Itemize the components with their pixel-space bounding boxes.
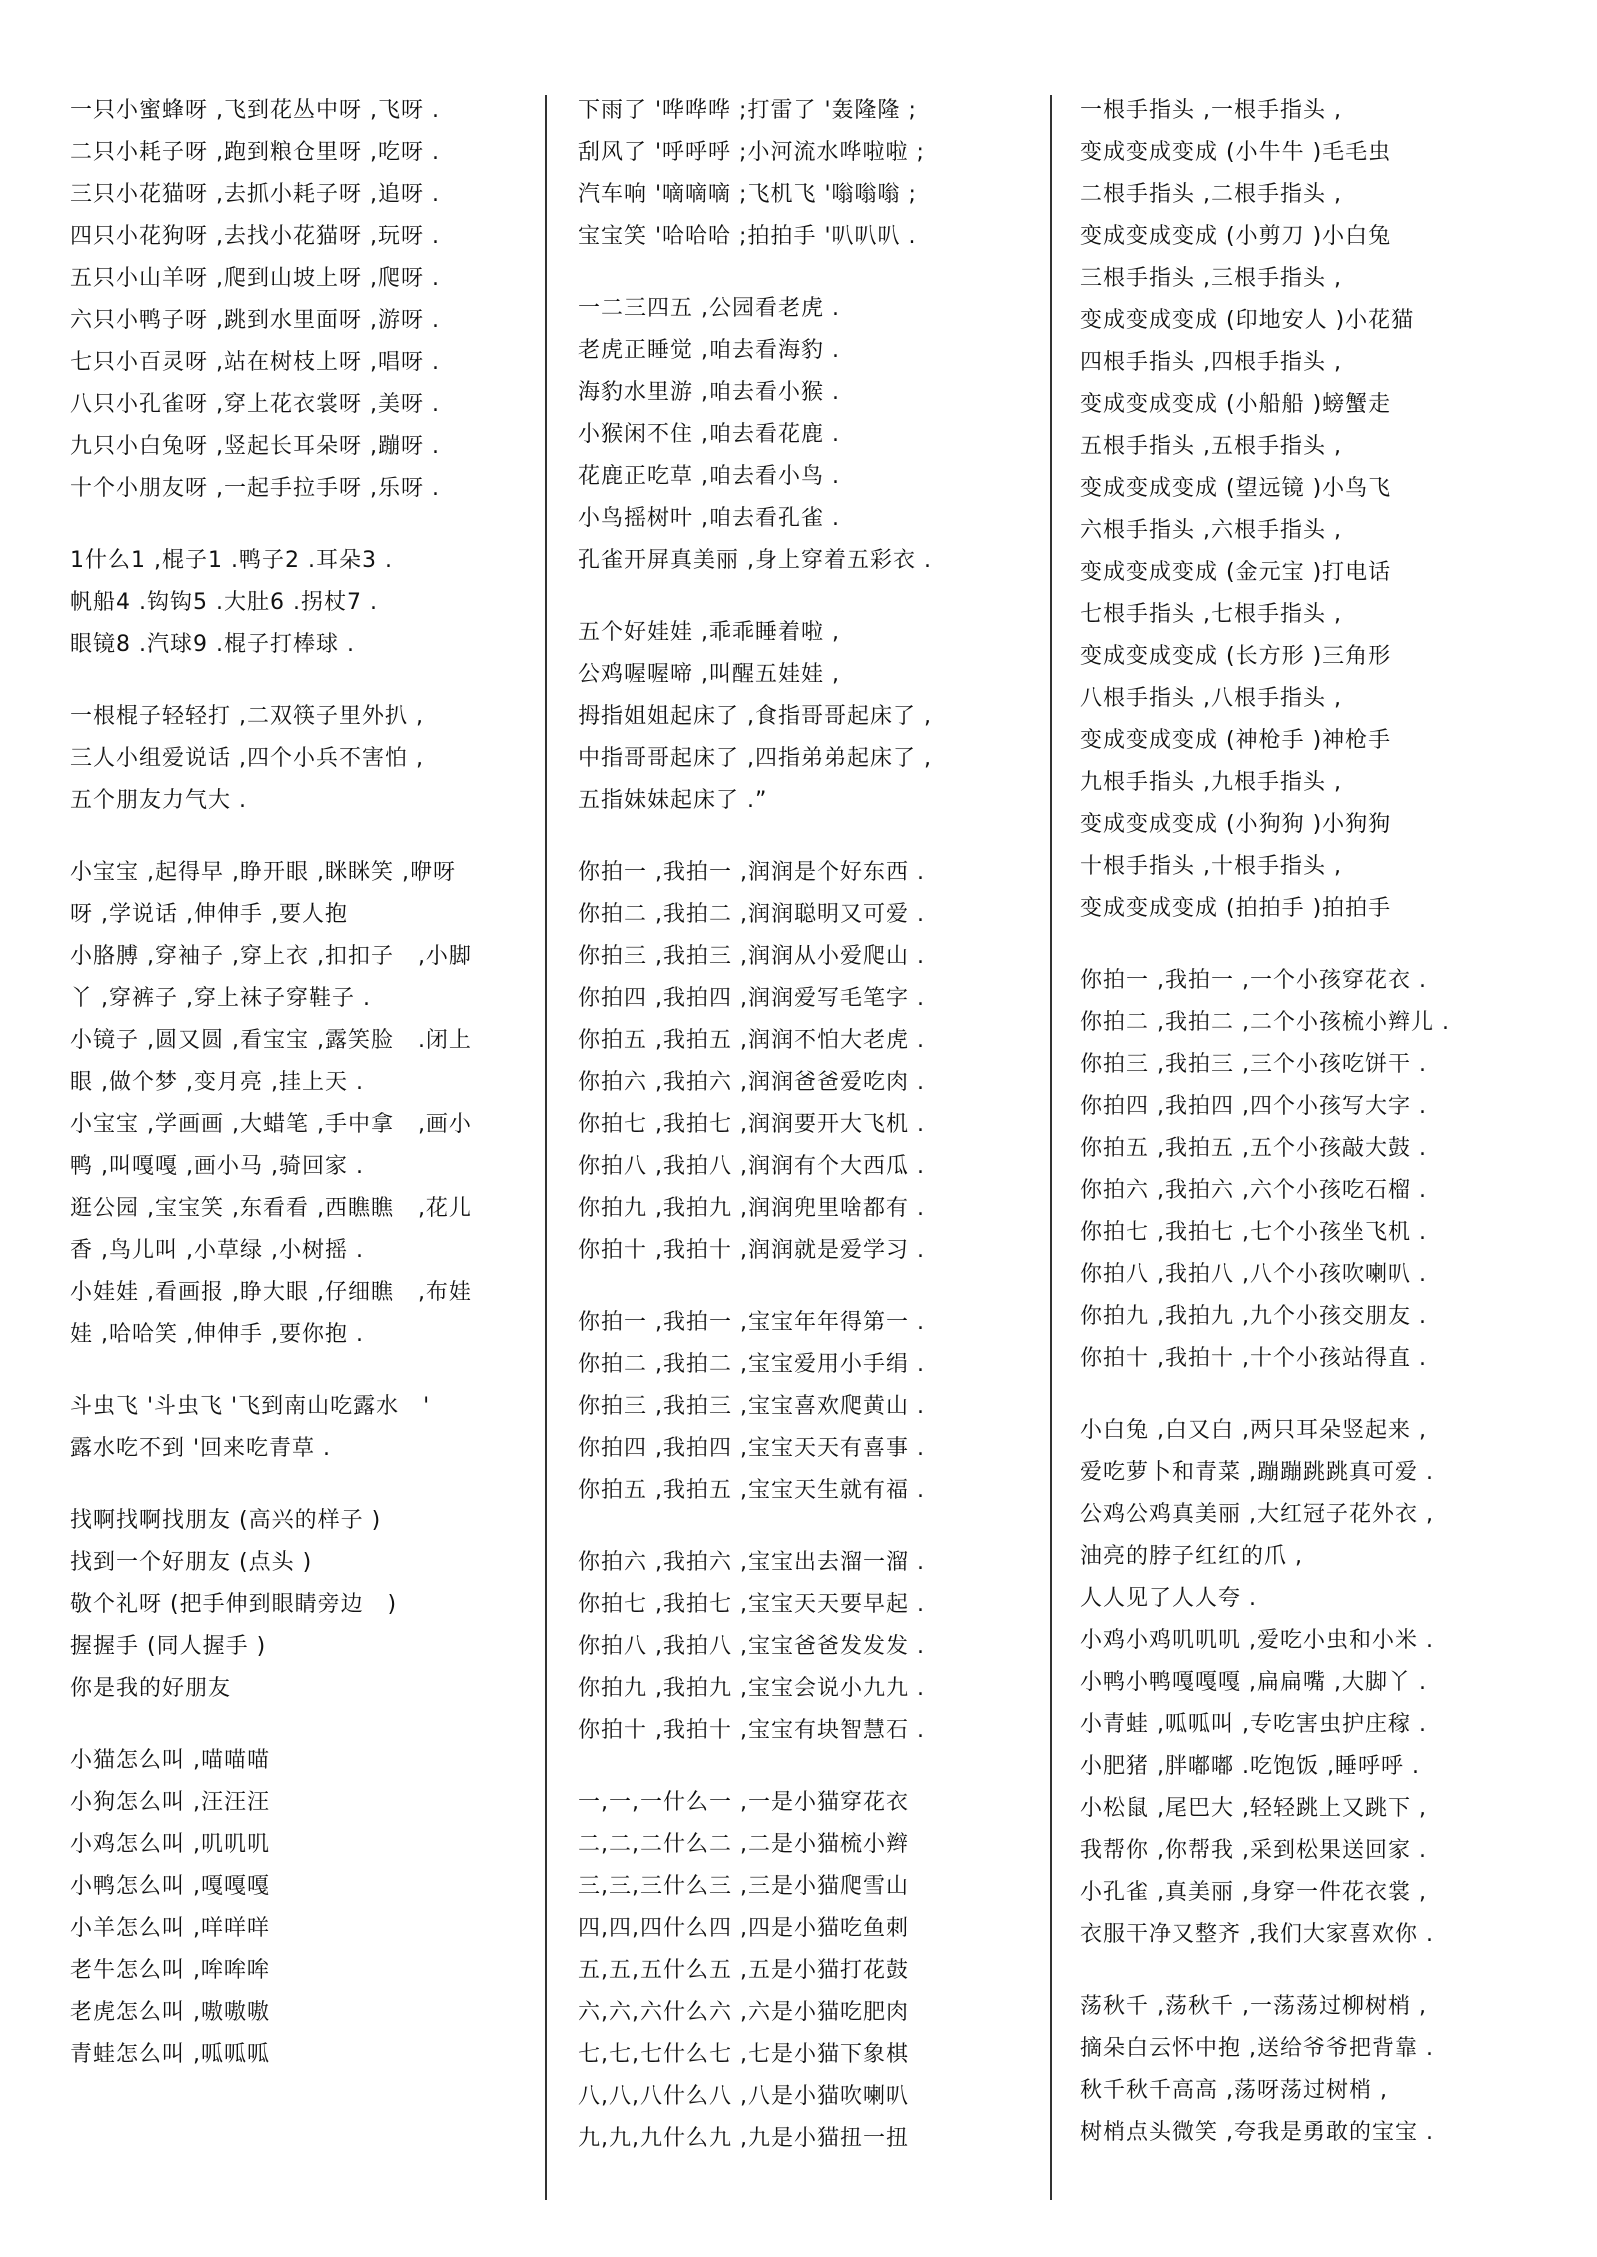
rhyme-block (578, 852, 1038, 1272)
rhyme-line: 斗虫飞 '斗虫飞 '飞到南山吃露水 ' (70, 1394, 431, 1419)
rhyme-line: 公鸡喔喔啼 ,叫醒五娃娃 , (578, 662, 840, 687)
rhyme-line: 摘朵白云怀中抱 ,送给爷爷把背靠 . (1080, 2036, 1434, 2061)
rhyme-line: 人人见了人人夸 . (1080, 1586, 1257, 1611)
rhyme-line: 小鸭小鸭嘎嘎嘎 ,扁扁嘴 ,大脚丫 . (1080, 1670, 1427, 1695)
rhyme-line: 你拍六 ,我拍六 ,六个小孩吃石榴 . (1080, 1178, 1427, 1203)
rhyme-line: 四根手指头 ,四根手指头 , (1080, 350, 1342, 375)
rhyme-line: 变成变成变成 (小船船 )螃蟹走 (1080, 392, 1392, 417)
rhyme-line: 小鸡怎么叫 ,叽叽叽 (70, 1832, 270, 1857)
rhyme-line: 刮风了 '呼呼呼 ;小河流水哗啦啦 ; (578, 140, 925, 165)
rhyme-line: 小鸟摇树叶 ,咱去看孔雀 . (578, 506, 840, 531)
rhyme-line: 你拍十 ,我拍十 ,宝宝有块智慧石 . (578, 1718, 925, 1743)
rhyme-line: 变成变成变成 (金元宝 )打电话 (1080, 560, 1392, 585)
rhyme-line: 你拍八 ,我拍八 ,八个小孩吹喇叭 . (1080, 1262, 1427, 1287)
rhyme-line: 七只小百灵呀 ,站在树枝上呀 ,唱呀 . (70, 350, 440, 375)
rhyme-line: 三人小组爱说话 ,四个小兵不害怕 , (70, 746, 424, 771)
rhyme-line: 变成变成变成 (长方形 )三角形 (1080, 644, 1392, 669)
rhyme-line: 敬个礼呀 (把手伸到眼睛旁边 ) (70, 1592, 398, 1617)
rhyme-line: 小猴闲不住 ,咱去看花鹿 . (578, 422, 840, 447)
rhyme-line: 七,七,七什么七 ,七是小猫下象棋 (578, 2042, 909, 2067)
rhyme-line: 你拍八 ,我拍八 ,润润有个大西瓜 . (578, 1154, 925, 1179)
rhyme-line: 你拍六 ,我拍六 ,宝宝出去溜一溜 . (578, 1550, 925, 1575)
rhyme-line: 你拍十 ,我拍十 ,十个小孩站得直 . (1080, 1346, 1427, 1371)
rhyme-block (578, 1302, 1038, 1512)
rhyme-line: 六,六,六什么六 ,六是小猫吃肥肉 (578, 2000, 909, 2025)
rhyme-line: 找啊找啊找朋友 (高兴的样子 ) (70, 1508, 382, 1533)
rhyme-line: 五,五,五什么五 ,五是小猫打花鼓 (578, 1958, 909, 1983)
column-divider-left (545, 95, 547, 2200)
rhyme-line: 九只小白兔呀 ,竖起长耳朵呀 ,蹦呀 . (70, 434, 440, 459)
rhyme-line: 二,二,二什么二 ,二是小猫梳小辫 (578, 1832, 909, 1857)
rhyme-block (578, 90, 1038, 258)
rhyme-line: 小猫怎么叫 ,喵喵喵 (70, 1748, 270, 1773)
rhyme-block (578, 612, 1038, 822)
rhyme-line: 你拍三 ,我拍三 ,三个小孩吃饼干 . (1080, 1052, 1427, 1077)
rhyme-line: 小孔雀 ,真美丽 ,身穿一件花衣裳 , (1080, 1880, 1427, 1905)
rhyme-block (578, 1782, 1038, 2160)
rhyme-line: 小鸭怎么叫 ,嘎嘎嘎 (70, 1874, 270, 1899)
rhyme-line: 海豹水里游 ,咱去看小猴 . (578, 380, 840, 405)
rhyme-line: 十个小朋友呀 ,一起手拉手呀 ,乐呀 . (70, 476, 440, 501)
rhyme-line: 你拍二 ,我拍二 ,宝宝爱用小手绢 . (578, 1352, 925, 1377)
rhyme-line: 你拍九 ,我拍九 ,九个小孩交朋友 . (1080, 1304, 1427, 1329)
rhyme-line: 小松鼠 ,尾巴大 ,轻轻跳上又跳下 , (1080, 1796, 1427, 1821)
rhyme-line: 你拍九 ,我拍九 ,润润兜里啥都有 . (578, 1196, 925, 1221)
rhyme-line: 五指妹妹起床了 .” (578, 788, 768, 813)
rhyme-line: 帆船4 .钩钩5 .大肚6 .拐杖7 . (70, 590, 378, 615)
rhyme-line: 五只小山羊呀 ,爬到山坡上呀 ,爬呀 . (70, 266, 440, 291)
rhyme-line: 老虎怎么叫 ,嗷嗷嗷 (70, 2000, 270, 2025)
rhyme-block (70, 1500, 530, 1710)
rhyme-line: 小胳膊 ,穿袖子 ,穿上衣 ,扣扣子 ,小脚 (70, 944, 472, 969)
rhyme-block (1080, 960, 1560, 1380)
rhyme-line: 找到一个好朋友 (点头 ) (70, 1550, 313, 1575)
rhyme-line: 你拍四 ,我拍四 ,宝宝天天有喜事 . (578, 1436, 925, 1461)
rhyme-line: 二只小耗子呀 ,跑到粮仓里呀 ,吃呀 . (70, 140, 440, 165)
rhyme-line: 秋千秋千高高 ,荡呀荡过树梢 , (1080, 2078, 1388, 2103)
rhyme-line: 衣服干净又整齐 ,我们大家喜欢你 . (1080, 1922, 1434, 1947)
rhyme-block (70, 1386, 530, 1470)
rhyme-block (70, 852, 530, 1356)
rhyme-line: 1什么1 ,棍子1 .鸭子2 .耳朵3 . (70, 548, 393, 573)
rhyme-line: 树梢点头微笑 ,夸我是勇敢的宝宝 . (1080, 2120, 1434, 2145)
rhyme-line: 你拍五 ,我拍五 ,润润不怕大老虎 . (578, 1028, 925, 1053)
rhyme-line: 露水吃不到 '回来吃青草 . (70, 1436, 332, 1461)
rhyme-line: 变成变成变成 (印地安人 )小花猫 (1080, 308, 1415, 333)
rhyme-line: 呀 ,学说话 ,伸伸手 ,要人抱 (70, 902, 348, 927)
rhyme-line: 你拍一 ,我拍一 ,一个小孩穿花衣 . (1080, 968, 1427, 993)
rhyme-line: 宝宝笑 '哈哈哈 ;拍拍手 '叭叭叭 . (578, 224, 917, 249)
rhyme-line: 你拍一 ,我拍一 ,润润是个好东西 . (578, 860, 925, 885)
rhyme-line: 孔雀开屏真美丽 ,身上穿着五彩衣 . (578, 548, 932, 573)
rhyme-line: 五根手指头 ,五根手指头 , (1080, 434, 1342, 459)
rhyme-line: 汽车响 '嘀嘀嘀 ;飞机飞 '嗡嗡嗡 ; (578, 182, 917, 207)
rhyme-line: 你拍六 ,我拍六 ,润润爸爸爱吃肉 . (578, 1070, 925, 1095)
rhyme-line: 五个好娃娃 ,乖乖睡着啦 , (578, 620, 840, 645)
rhyme-block (70, 1740, 530, 2076)
rhyme-line: 你拍七 ,我拍七 ,宝宝天天要早起 . (578, 1592, 925, 1617)
rhyme-line: 四,四,四什么四 ,四是小猫吃鱼刺 (578, 1916, 909, 1941)
rhyme-line: 你拍七 ,我拍七 ,七个小孩坐飞机 . (1080, 1220, 1427, 1245)
rhyme-line: 小肥猪 ,胖嘟嘟 .吃饱饭 ,睡呼呼 . (1080, 1754, 1420, 1779)
rhyme-line: 你拍三 ,我拍三 ,润润从小爱爬山 . (578, 944, 925, 969)
rhyme-line: 你拍五 ,我拍五 ,宝宝天生就有福 . (578, 1478, 925, 1503)
rhyme-line: 五个朋友力气大 . (70, 788, 247, 813)
rhyme-line: 四只小花狗呀 ,去找小花猫呀 ,玩呀 . (70, 224, 440, 249)
rhyme-line: 六根手指头 ,六根手指头 , (1080, 518, 1342, 543)
rhyme-line: 鸭 ,叫嘎嘎 ,画小马 ,骑回家 . (70, 1154, 364, 1179)
rhyme-line: 九根手指头 ,九根手指头 , (1080, 770, 1342, 795)
rhyme-block (70, 90, 530, 510)
rhyme-line: 你拍十 ,我拍十 ,润润就是爱学习 . (578, 1238, 925, 1263)
rhyme-block (70, 540, 530, 666)
rhyme-line: 你拍五 ,我拍五 ,五个小孩敲大鼓 . (1080, 1136, 1427, 1161)
rhyme-line: 拇指姐姐起床了 ,食指哥哥起床了 , (578, 704, 932, 729)
rhyme-line: 你拍二 ,我拍二 ,二个小孩梳小辫儿 . (1080, 1010, 1450, 1035)
rhyme-line: 中指哥哥起床了 ,四指弟弟起床了 , (578, 746, 932, 771)
rhyme-line: 小宝宝 ,学画画 ,大蜡笔 ,手中拿 ,画小 (70, 1112, 472, 1137)
rhyme-line: 二根手指头 ,二根手指头 , (1080, 182, 1342, 207)
rhyme-line: 握握手 (同人握手 ) (70, 1634, 267, 1659)
rhyme-line: 娃 ,哈哈笑 ,伸伸手 ,要你抱 . (70, 1322, 364, 1347)
rhyme-line: 小鸡小鸡叽叽叽 ,爱吃小虫和小米 . (1080, 1628, 1434, 1653)
rhyme-line: 小宝宝 ,起得早 ,睁开眼 ,眯眯笑 ,咿呀 (70, 860, 456, 885)
rhyme-line: 七根手指头 ,七根手指头 , (1080, 602, 1342, 627)
rhyme-line: 眼镜8 .汽球9 .棍子打棒球 . (70, 632, 355, 657)
rhyme-line: 花鹿正吃草 ,咱去看小鸟 . (578, 464, 840, 489)
rhyme-block (578, 288, 1038, 582)
rhyme-line: 一根棍子轻轻打 ,二双筷子里外扒 , (70, 704, 424, 729)
rhyme-block (70, 696, 530, 822)
rhyme-line: 小狗怎么叫 ,汪汪汪 (70, 1790, 270, 1815)
rhyme-line: 三根手指头 ,三根手指头 , (1080, 266, 1342, 291)
rhyme-line: 我帮你 ,你帮我 ,采到松果送回家 . (1080, 1838, 1427, 1863)
rhyme-line: 小白兔 ,白又白 ,两只耳朵竖起来 , (1080, 1418, 1427, 1443)
rhyme-block (1080, 90, 1560, 930)
rhyme-line: 变成变成变成 (神枪手 )神枪手 (1080, 728, 1392, 753)
rhyme-line: 爱吃萝卜和青菜 ,蹦蹦跳跳真可爱 . (1080, 1460, 1434, 1485)
rhyme-line: 八根手指头 ,八根手指头 , (1080, 686, 1342, 711)
rhyme-line: 三只小花猫呀 ,去抓小耗子呀 ,追呀 . (70, 182, 440, 207)
rhyme-line: 老牛怎么叫 ,哞哞哞 (70, 1958, 270, 1983)
rhyme-line: 变成变成变成 (望远镜 )小鸟飞 (1080, 476, 1392, 501)
rhyme-line: 一只小蜜蜂呀 ,飞到花丛中呀 ,飞呀 . (70, 98, 440, 123)
rhyme-block (578, 1542, 1038, 1752)
rhyme-line: 小镜子 ,圆又圆 ,看宝宝 ,露笑脸 .闭上 (70, 1028, 472, 1053)
rhyme-line: 下雨了 '哗哗哗 ;打雷了 '轰隆隆 ; (578, 98, 917, 123)
rhyme-line: 八只小孔雀呀 ,穿上花衣裳呀 ,美呀 . (70, 392, 440, 417)
rhyme-block (1080, 1410, 1560, 1956)
rhyme-line: 你拍一 ,我拍一 ,宝宝年年得第一 . (578, 1310, 925, 1335)
rhyme-line: 十根手指头 ,十根手指头 , (1080, 854, 1342, 879)
rhyme-line: 你是我的好朋友 (70, 1676, 232, 1701)
rhyme-line: 逛公园 ,宝宝笑 ,东看看 ,西瞧瞧 ,花儿 (70, 1196, 472, 1221)
rhyme-line: 小羊怎么叫 ,咩咩咩 (70, 1916, 270, 1941)
rhyme-line: 荡秋千 ,荡秋千 ,一荡荡过柳树梢 , (1080, 1994, 1427, 2019)
rhyme-line: 九,九,九什么九 ,九是小猫扭一扭 (578, 2126, 909, 2151)
rhyme-line: 你拍四 ,我拍四 ,润润爱写毛笔字 . (578, 986, 925, 1011)
rhyme-line: 三,三,三什么三 ,三是小猫爬雪山 (578, 1874, 909, 1899)
rhyme-line: 小娃娃 ,看画报 ,睁大眼 ,仔细瞧 ,布娃 (70, 1280, 472, 1305)
rhyme-line: 变成变成变成 (小牛牛 )毛毛虫 (1080, 140, 1392, 165)
rhyme-line: 变成变成变成 (小狗狗 )小狗狗 (1080, 812, 1392, 837)
rhyme-line: 你拍四 ,我拍四 ,四个小孩写大字 . (1080, 1094, 1427, 1119)
rhyme-line: 你拍九 ,我拍九 ,宝宝会说小九九 . (578, 1676, 925, 1701)
rhyme-line: 你拍七 ,我拍七 ,润润要开大飞机 . (578, 1112, 925, 1137)
column-left (70, 90, 530, 2106)
rhyme-line: 你拍八 ,我拍八 ,宝宝爸爸发发发 . (578, 1634, 925, 1659)
rhyme-line: 青蛙怎么叫 ,呱呱呱 (70, 2042, 270, 2067)
rhyme-line: 小青蛙 ,呱呱叫 ,专吃害虫护庄稼 . (1080, 1712, 1427, 1737)
rhyme-line: 油亮的脖子红红的爪 , (1080, 1544, 1303, 1569)
rhyme-line: 丫 ,穿裤子 ,穿上袜子穿鞋子 . (70, 986, 371, 1011)
rhyme-line: 一,一,一什么一 ,一是小猫穿花衣 (578, 1790, 909, 1815)
rhyme-line: 你拍三 ,我拍三 ,宝宝喜欢爬黄山 . (578, 1394, 925, 1419)
rhyme-block (1080, 1986, 1560, 2154)
rhyme-line: 六只小鸭子呀 ,跳到水里面呀 ,游呀 . (70, 308, 440, 333)
rhyme-line: 公鸡公鸡真美丽 ,大红冠子花外衣 , (1080, 1502, 1434, 1527)
rhyme-line: 眼 ,做个梦 ,变月亮 ,挂上天 . (70, 1070, 364, 1095)
rhyme-line: 老虎正睡觉 ,咱去看海豹 . (578, 338, 840, 363)
rhyme-line: 八,八,八什么八 ,八是小猫吹喇叭 (578, 2084, 909, 2109)
rhyme-line: 你拍二 ,我拍二 ,润润聪明又可爱 . (578, 902, 925, 927)
rhyme-line: 变成变成变成 (拍拍手 )拍拍手 (1080, 896, 1392, 921)
rhyme-line: 一二三四五 ,公园看老虎 . (578, 296, 840, 321)
rhyme-line: 一根手指头 ,一根手指头 , (1080, 98, 1342, 123)
rhyme-line: 香 ,鸟儿叫 ,小草绿 ,小树摇 . (70, 1238, 364, 1263)
column-divider-right (1050, 95, 1052, 2200)
rhyme-line: 变成变成变成 (小剪刀 )小白兔 (1080, 224, 1392, 249)
column-right (1080, 90, 1560, 2184)
column-middle (578, 90, 1038, 2190)
